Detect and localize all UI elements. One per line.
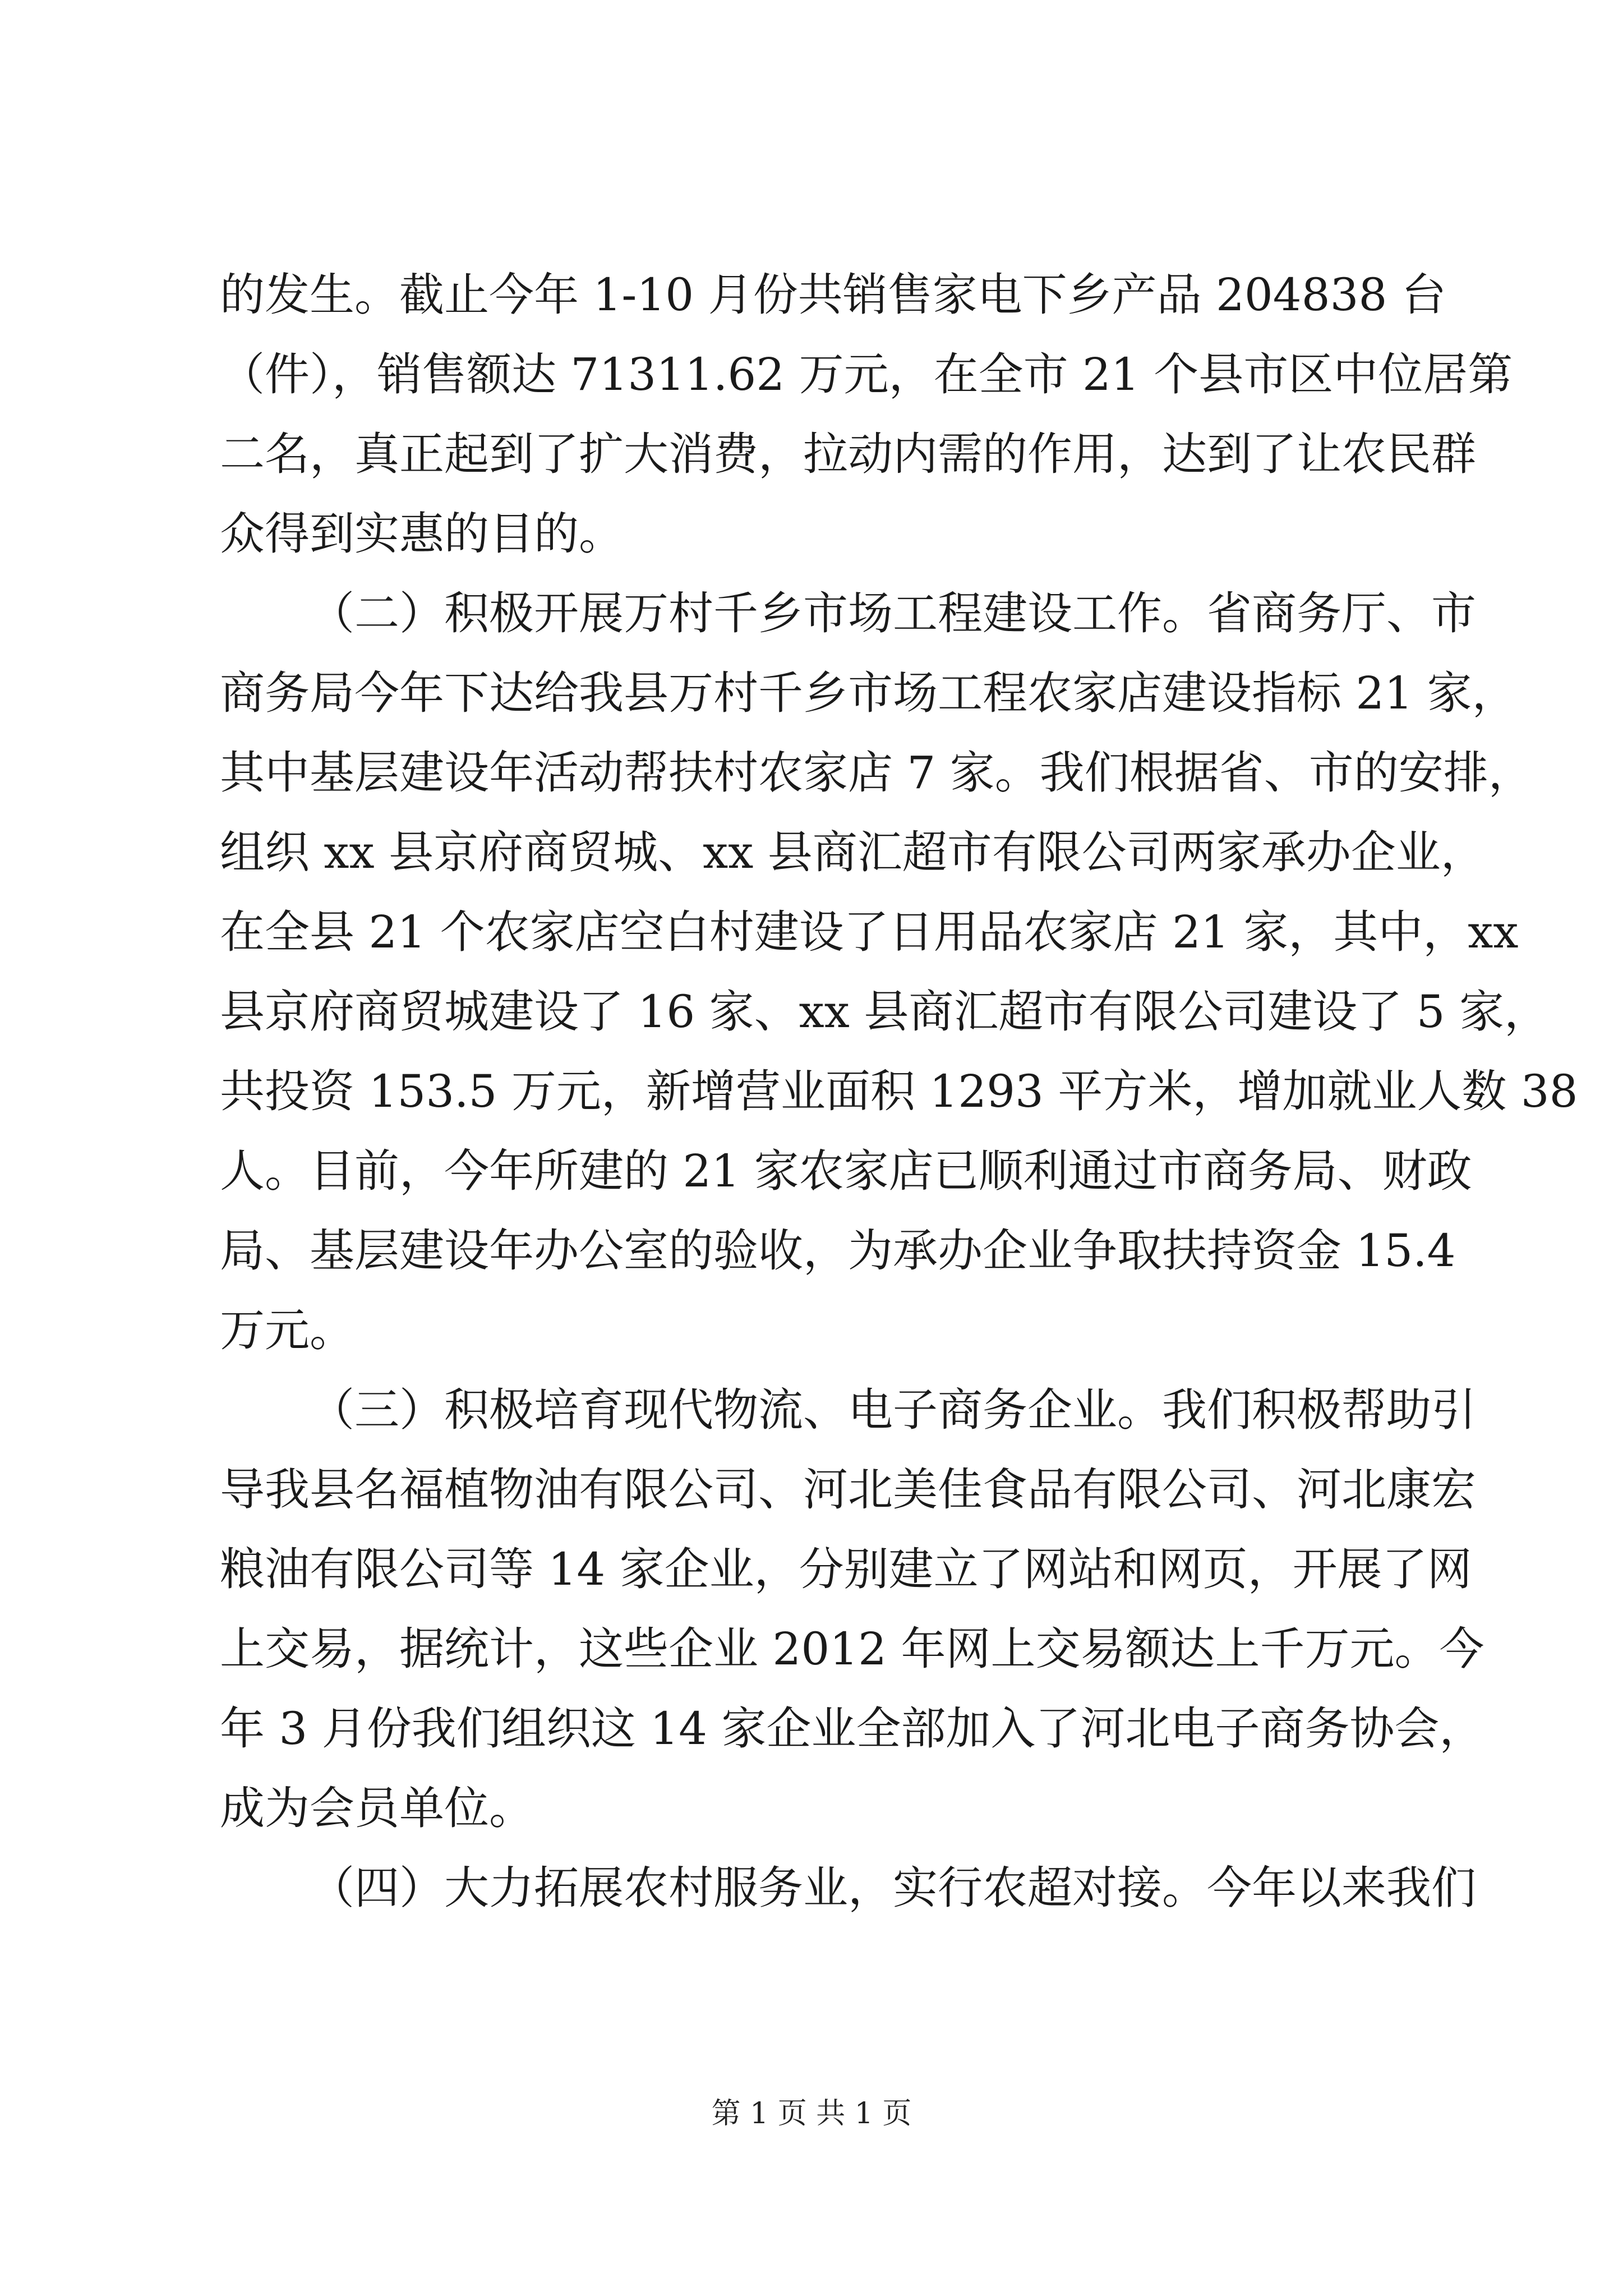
text-line: （二）积极开展万村千乡市场工程建设工作。省商务厅、市: [310, 587, 1476, 639]
text-line: 组织 xx 县京府商贸城、xx 县商汇超市有限公司两家承办企业，: [220, 826, 1486, 878]
text-line: 其中基层建设年活动帮扶村农家店 7 家。我们根据省、市的安排，: [220, 747, 1533, 799]
text-line: 局、基层建设年办公室的验收，为承办企业争取扶持资金 15.4: [220, 1225, 1456, 1277]
text-line: （件），销售额达 71311.62 万元，在全市 21 个县市区中位居第: [220, 348, 1513, 401]
text-line: 在全县 21 个农家店空白村建设了日用品农家店 21 家，其中，xx: [220, 906, 1519, 958]
text-line: 粮油有限公司等 14 家企业，分别建立了网站和网页，开展了网: [220, 1543, 1472, 1595]
text-line: 万元。: [220, 1304, 354, 1356]
text-line: （四）大力拓展农村服务业，实行农超对接。今年以来我们: [310, 1862, 1476, 1914]
text-line: 导我县名福植物油有限公司、河北美佳食品有限公司、河北康宏: [220, 1464, 1476, 1516]
document-body: [220, 255, 1578, 1928]
text-line: 的发生。截止今年 1-10 月份共销售家电下乡产品 204838 台: [220, 269, 1446, 321]
text-line: 县京府商贸城建设了 16 家、xx 县商汇超市有限公司建设了 5 家，: [220, 986, 1550, 1038]
text-line: 共投资 153.5 万元，新增营业面积 1293 平方米，增加就业人数 38: [220, 1065, 1578, 1117]
text-line: （三）积极培育现代物流、电子商务企业。我们积极帮助引: [310, 1384, 1476, 1436]
text-line: 成为会员单位。: [220, 1782, 534, 1834]
text-line: 上交易，据统计，这些企业 2012 年网上交易额达上千万元。今: [220, 1623, 1484, 1675]
text-line: 年 3 月份我们组织这 14 家企业全部加入了河北电子商务协会，: [220, 1703, 1484, 1755]
page-footer: 第 1 页 共 1 页: [711, 2097, 912, 2131]
text-line: 众得到实惠的目的。: [220, 508, 624, 560]
text-line: 二名，真正起到了扩大消费，拉动内需的作用，达到了让农民群: [220, 428, 1476, 480]
text-line: 商务局今年下达给我县万村千乡市场工程农家店建设指标 21 家，: [220, 667, 1517, 719]
text-line: 人。目前，今年所建的 21 家农家店已顺利通过市商务局、财政: [220, 1145, 1472, 1197]
